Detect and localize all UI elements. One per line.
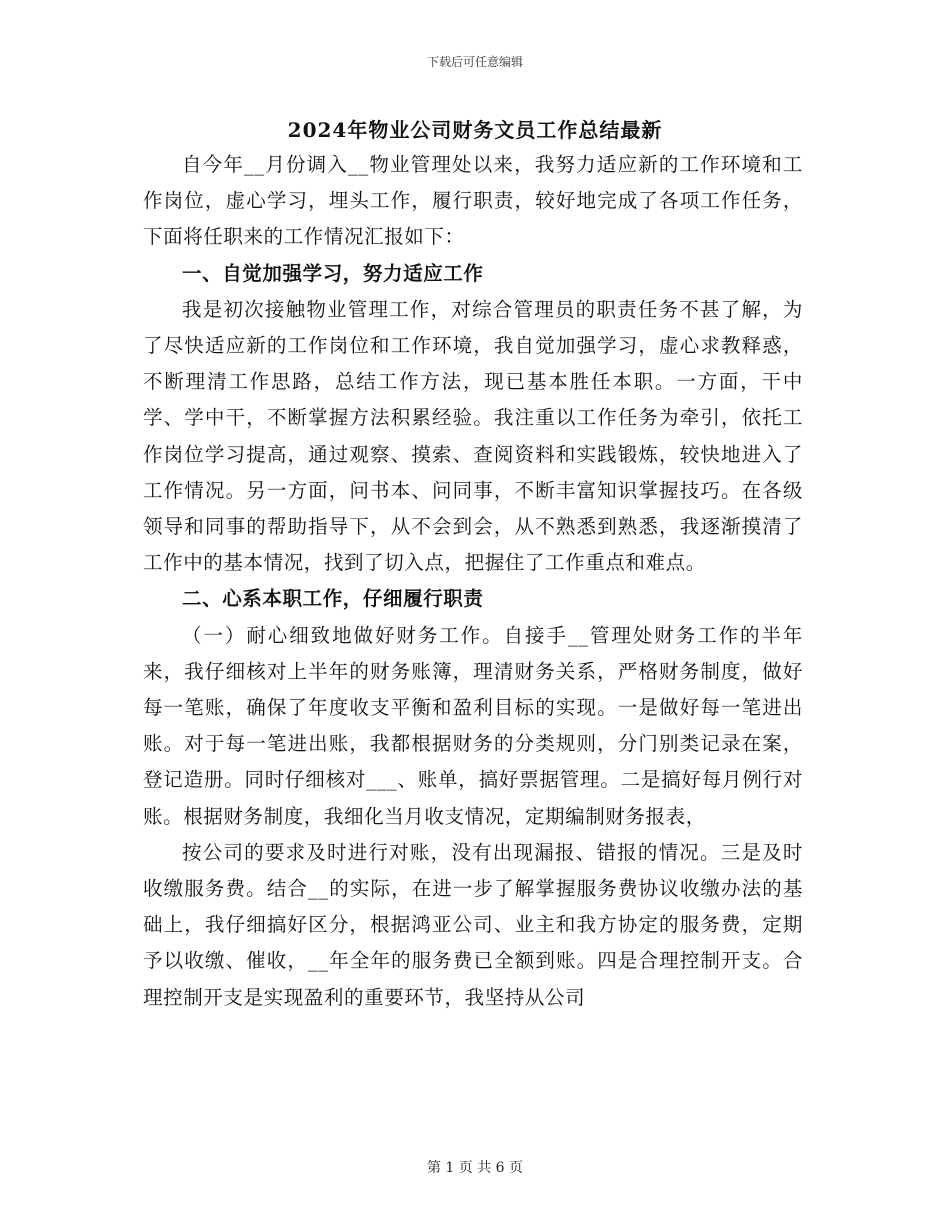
document-title: 2024年物业公司财务文员工作总结最新 <box>287 118 663 142</box>
section-2-heading: 二、心系本职工作，仔细履行职责 <box>182 587 484 611</box>
header-note: 下载后可任意编辑 <box>426 55 523 69</box>
section-1-heading: 一、自觉加强学习，努力适应工作 <box>182 261 484 285</box>
section-2-paragraph-1: （一）耐心细致地做好财务工作。自接手__管理处财务工作的半年来，我仔细核对上半年的财务账簿，理清财务关系，严格财务制度，做好每一笔账，确保了年度收支平衡和盈利目标的实现。一是做好每一笔进出账。对于每一笔进出账，我都根据财务的分类规则，分门别类记录在案，登记造册。同时仔细核对___、账单，搞好票据管理。二是搞好每月例行对账。根据财务制度，我细化当月收支情况，定期编制财务报表， <box>143 623 803 828</box>
intro-paragraph: 自今年__月份调入__物业管理处以来，我努力适应新的工作环境和工作岗位，虚心学习，埋头工作，履行职责，较好地完成了各项工作任务，下面将任职来的工作情况汇报如下： <box>143 153 803 249</box>
document-body <box>143 147 803 1016</box>
page-footer: 第 1 页 共 6 页 <box>426 1160 524 1176</box>
section-1-paragraph: 我是初次接触物业管理工作，对综合管理员的职责任务不甚了解，为了尽快适应新的工作岗位和工作环境，我自觉加强学习，虚心求教释惑，不断理清工作思路，总结工作方法，现已基本胜任本职。一方面，干中学、学中干，不断掌握方法积累经验。我注重以工作任务为牵引，依托工作岗位学习提高，通过观察、摸索、查阅资料和实践锻炼，较快地进入了工作情况。另一方面，问书本、问同事，不断丰富知识掌握技巧。在各级领导和同事的帮助指导下，从不会到会，从不熟悉到熟悉，我逐渐摸清了工作中的基本情况，找到了切入点，把握住了工作重点和难点。 <box>143 297 803 575</box>
section-2-paragraph-2: 按公司的要求及时进行对账，没有出现漏报、错报的情况。三是及时收缴服务费。结合__的实际，在进一步了解掌握服务费协议收缴办法的基础上，我仔细搞好区分，根据鸿亚公司、业主和我方协定的服务费，定期予以收缴、催收，__年全年的服务费已全额到账。四是合理控制开支。合理控制开支是实现盈利的重要环节，我坚持从公司 <box>143 840 803 1009</box>
